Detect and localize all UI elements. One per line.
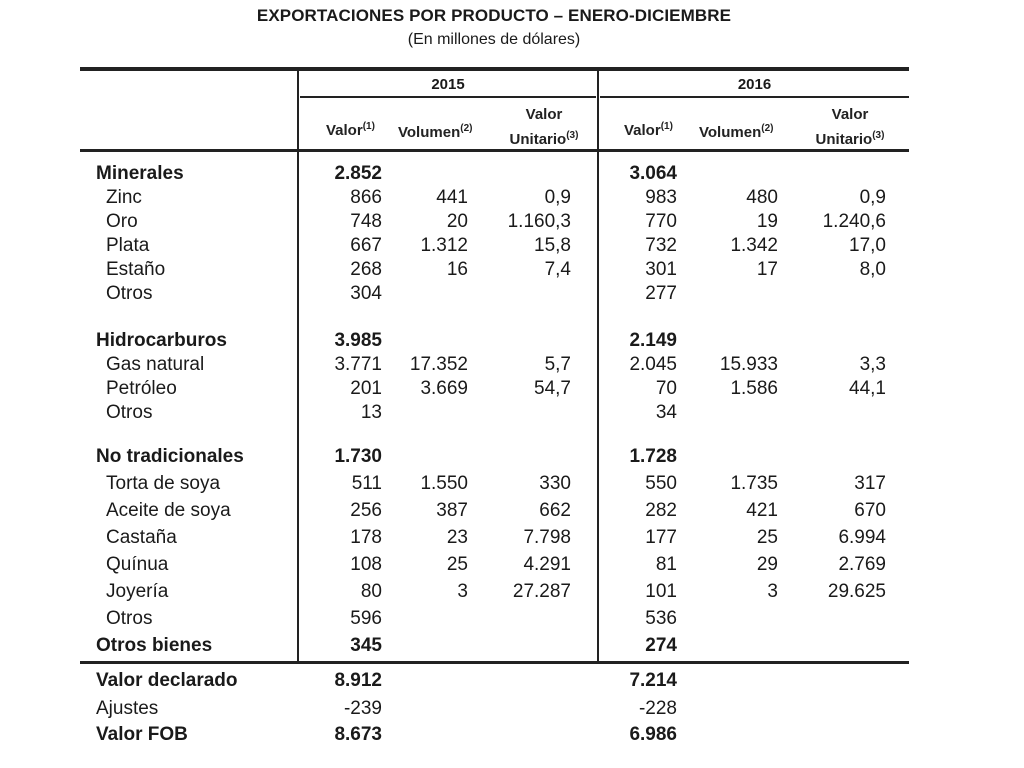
table-row [0,401,1024,425]
cell-valor-2016: 2.149 [629,330,677,351]
cell-valor-2015: 1.730 [334,446,382,467]
cell-unitario-2016: 1.240,6 [822,211,886,232]
cell-unitario-2016: 3,3 [859,354,886,375]
cell-valor-2015: 13 [360,402,382,423]
cell-unitario-2015: 4.291 [523,554,571,575]
cell-valor-2016: 81 [655,554,677,575]
table-row [0,697,1024,721]
table-row [0,607,1024,631]
cell-valor-2016: 7.214 [629,670,677,691]
year-header-2015: 2015 [431,76,465,93]
cell-volumen-2015: 1.550 [420,473,468,494]
cell-valor-2015: 256 [350,500,382,521]
col-header-unitario-2016: Valor Unitario$^{(3)}$ [815,106,885,148]
table-row [0,162,1024,186]
cell-valor-2016: 101 [645,581,677,602]
cell-valor-2015: 8.912 [334,670,382,691]
cell-valor-2015: 748 [350,211,382,232]
table-row [0,499,1024,523]
row-label: Petróleo [106,378,177,399]
row-label: Castaña [106,527,177,548]
cell-unitario-2016: 29.625 [827,581,886,602]
cell-unitario-2015: 5,7 [544,354,571,375]
cell-unitario-2016: 8,0 [859,259,886,280]
cell-unitario-2016: 17,0 [849,235,886,256]
cell-volumen-2015: 23 [446,527,468,548]
cell-valor-2016: 2.045 [629,354,677,375]
cell-valor-2016: 301 [645,259,677,280]
cell-valor-2015: 80 [360,581,382,602]
cell-valor-2015: 511 [351,473,382,494]
cell-unitario-2015: 27.287 [512,581,571,602]
cell-valor-2015: 3.985 [334,330,382,351]
cell-valor-2016: 177 [645,527,677,548]
row-label: Oro [106,211,138,232]
table-row [0,580,1024,604]
cell-valor-2015: 108 [350,554,382,575]
row-label: No tradicionales [96,446,244,467]
table-row [0,472,1024,496]
cell-valor-2015: 268 [350,259,382,280]
table-row [0,329,1024,353]
table-row [0,234,1024,258]
cell-volumen-2016: 3 [767,581,778,602]
cell-volumen-2016: 17 [756,259,778,280]
row-label: Otros [106,283,153,304]
cell-valor-2016: 70 [655,378,677,399]
cell-valor-2015: -239 [343,698,382,719]
table-row [0,186,1024,210]
cell-valor-2016: 274 [645,635,677,656]
cell-valor-2016: 6.986 [629,724,677,745]
row-label: Aceite de soya [106,500,231,521]
cell-valor-2015: 3.771 [334,354,382,375]
row-label: Hidrocarburos [96,330,227,351]
cell-valor-2015: 596 [350,608,382,629]
table-row [0,377,1024,401]
row-label: Quínua [106,554,169,575]
table-row [0,553,1024,577]
cell-valor-2016: 282 [645,500,677,521]
cell-valor-2016: 3.064 [629,163,677,184]
cell-volumen-2015: 17.352 [409,354,468,375]
col-header-unitario-2015: Valor Unitario$^{(3)}$ [509,106,579,148]
cell-volumen-2016: 1.586 [730,378,778,399]
cell-volumen-2015: 16 [446,259,468,280]
table-subtitle: (En millones de dólares) [407,31,581,48]
cell-unitario-2015: 662 [539,500,571,521]
table-row [0,445,1024,469]
cell-valor-2016: 34 [655,402,677,423]
cell-unitario-2016: 44,1 [849,378,886,399]
cell-volumen-2016: 29 [756,554,778,575]
cell-unitario-2016: 317 [854,473,886,494]
cell-unitario-2016: 2.769 [838,554,886,575]
year-rule-2015 [300,96,596,98]
cell-volumen-2015: 441 [436,187,468,208]
cell-volumen-2016: 421 [746,500,778,521]
col-header-volumen-2016: Volumen$^{(2)}$ [699,123,774,141]
cell-valor-2015: 345 [350,635,382,656]
cell-volumen-2015: 387 [436,500,468,521]
cell-volumen-2016: 19 [756,211,778,232]
year-rule-2016 [600,96,909,98]
table-row [0,282,1024,306]
cell-unitario-2015: 54,7 [534,378,571,399]
table-row [0,353,1024,377]
cell-volumen-2016: 15.933 [719,354,778,375]
cell-valor-2016: 536 [645,608,677,629]
cell-unitario-2015: 330 [539,473,571,494]
totals-separator-rule [80,661,909,664]
cell-valor-2015: 178 [350,527,382,548]
cell-valor-2015: 866 [350,187,382,208]
table-row [0,634,1024,658]
cell-volumen-2015: 25 [446,554,468,575]
cell-volumen-2015: 3 [457,581,468,602]
row-label: Joyería [106,581,169,602]
cell-volumen-2016: 1.735 [730,473,778,494]
row-label: Plata [106,235,150,256]
row-label: Valor declarado [96,670,238,691]
cell-valor-2016: 732 [645,235,677,256]
cell-valor-2015: 201 [350,378,382,399]
cell-valor-2015: 667 [350,235,382,256]
row-label: Valor FOB [96,724,188,745]
cell-unitario-2016: 0,9 [859,187,886,208]
cell-unitario-2015: 1.160,3 [507,211,571,232]
row-label: Estaño [106,259,166,280]
row-label: Otros [106,402,153,423]
cell-volumen-2016: 25 [756,527,778,548]
row-label: Zinc [106,187,142,208]
cell-valor-2016: -228 [638,698,677,719]
table-row [0,669,1024,693]
cell-unitario-2015: 0,9 [544,187,571,208]
row-label: Gas natural [106,354,205,375]
cell-valor-2015: 304 [350,283,382,304]
cell-volumen-2015: 3.669 [420,378,468,399]
table-row [0,723,1024,747]
table-row [0,526,1024,550]
cell-volumen-2015: 1.312 [420,235,468,256]
cell-unitario-2016: 6.994 [838,527,886,548]
top-rule [80,67,909,71]
header-bottom-rule [80,149,909,152]
cell-valor-2016: 1.728 [629,446,677,467]
cell-unitario-2016: 670 [854,500,886,521]
row-label: Torta de soya [106,473,221,494]
cell-volumen-2016: 480 [746,187,778,208]
cell-unitario-2015: 7,4 [544,259,571,280]
cell-volumen-2015: 20 [446,211,468,232]
row-label: Otros bienes [96,635,213,656]
col-header-valor-2015: Valor$^{(1)}$ [326,121,375,139]
row-label: Minerales [96,163,184,184]
table-row [0,210,1024,234]
col-header-volumen-2015: Volumen$^{(2)}$ [398,123,473,141]
cell-valor-2016: 550 [645,473,677,494]
row-label: Ajustes [96,698,159,719]
cell-valor-2016: 277 [645,283,677,304]
cell-valor-2016: 983 [645,187,677,208]
table-row [0,258,1024,282]
cell-valor-2015: 2.852 [334,163,382,184]
table-title: EXPORTACIONES POR PRODUCTO – ENERO-DICIEMBRE [256,6,732,25]
cell-unitario-2015: 15,8 [534,235,571,256]
cell-valor-2015: 8.673 [334,724,382,745]
row-label: Otros [106,608,153,629]
cell-unitario-2015: 7.798 [523,527,571,548]
cell-volumen-2016: 1.342 [730,235,778,256]
cell-valor-2016: 770 [645,211,677,232]
year-header-2016: 2016 [737,76,772,93]
col-header-valor-2016: Valor$^{(1)}$ [624,121,673,139]
